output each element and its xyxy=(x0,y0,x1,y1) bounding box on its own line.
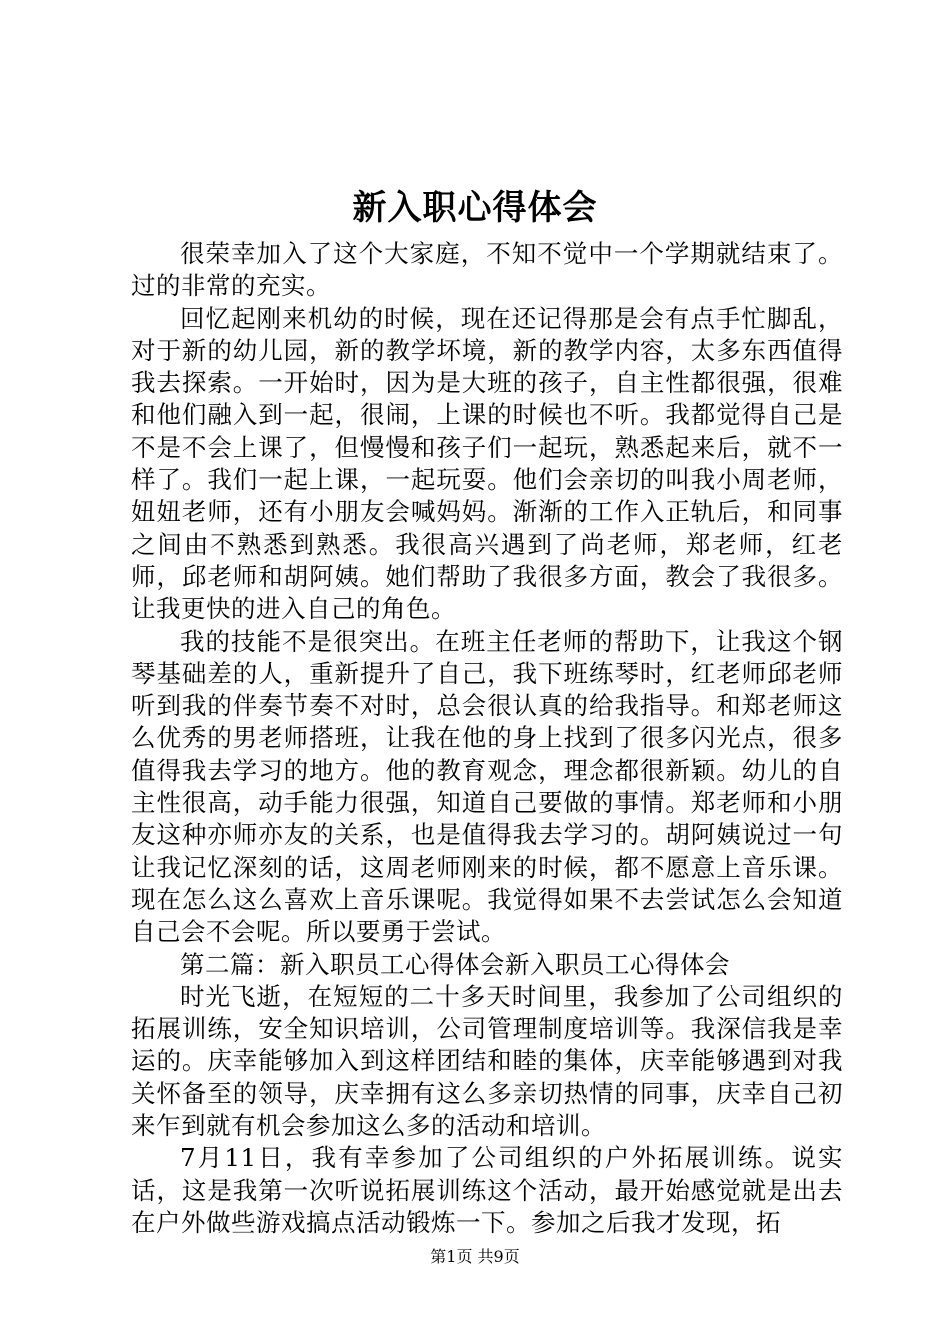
document-title: 新入职心得体会 xyxy=(352,188,598,228)
section-heading: 第二篇：新入职员工心得体会新入职员工心得体会 xyxy=(180,949,730,979)
paragraph: 很荣幸加入了这个大家庭，不知不觉中一个学期就结束了。过的非常的充实。 xyxy=(131,239,843,301)
page-footer: 第1页 共9页 xyxy=(430,1247,520,1266)
paragraph: 时光飞逝，在短短的二十多天时间里，我参加了公司组织的拓展训练，安全知识培训，公司管理制度培训等。我深信我是幸运的。庆幸能够加入到这样团结和睦的集体，庆幸能够遇到对我关怀备至的领导，庆幸拥有这么多亲切热情的同事，庆幸自己初来乍到就有机会参加这么多的活动和培训。 xyxy=(131,981,843,1141)
paragraph: 回忆起刚来机幼的时候，现在还记得那是会有点手忙脚乱，对于新的幼儿园，新的教学坏境，新的教学内容，太多东西值得我去探索。一开始时，因为是大班的孩子，自主性都很强，很难和他们融入到一起，很闹，上课的时候也不听。我都觉得自己是不是不会上课了，但慢慢和孩子们一起玩，熟悉起来后，就不一样了。我们一起上课，一起玩耍。他们会亲切的叫我小周老师，妞妞老师，还有小朋友会喊妈妈。渐渐的工作入正轨后，和同事之间由不熟悉到熟悉。我很高兴遇到了尚老师，郑老师，红老师，邱老师和胡阿姨。她们帮助了我很多方面，教会了我很多。让我更快的进入自己的角色。 xyxy=(131,303,843,624)
paragraph: 我的技能不是很突出。在班主任老师的帮助下，让我这个钢琴基础差的人，重新提升了自己，我下班练琴时，红老师邱老师听到我的伴奏节奏不对时，总会很认真的给我指导。和郑老师这么优秀的男老师搭班，让我在他的身上找到了很多闪光点，很多值得我去学习的地方。他的教育观念，理念都很新颖。幼儿的自主性很高，动手能力很强，知道自己要做的事情。郑老师和小朋友这种亦师亦友的关系，也是值得我去学习的。胡阿姨说过一句让我记忆深刻的话，这周老师刚来的时候，都不愿意上音乐课。现在怎么这么喜欢上音乐课呢。我觉得如果不去尝试怎么会知道自己会不会呢。所以要勇于尝试。 xyxy=(131,626,843,947)
document-body xyxy=(131,238,843,1239)
paragraph: 7月11日，我有幸参加了公司组织的户外拓展训练。说实话，这是我第一次听说拓展训练这个活动，最开始感觉就是出去在户外做些游戏搞点活动锻炼一下。参加之后我才发现，拓 xyxy=(131,1143,843,1237)
